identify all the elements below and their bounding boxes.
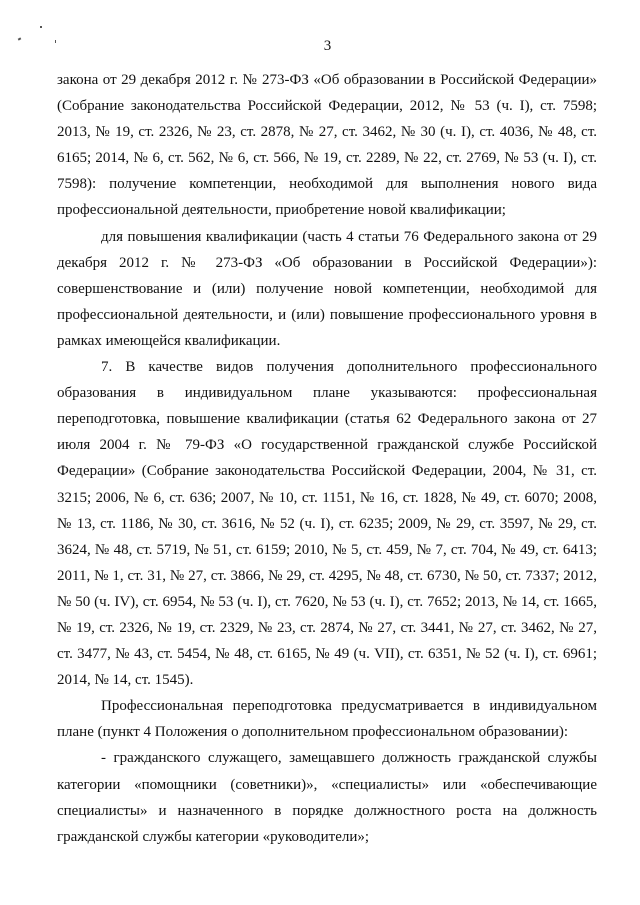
document-body <box>57 67 597 850</box>
scan-artifact-mark <box>40 26 42 28</box>
paragraph-qualification-upgrade: для повышения квалификации (часть 4 статьи 76 Федерального закона от 29 декабря 2012 г. № 273-ФЗ «Об образовании в Российской Федерации»): совершенствование и (или) получение новой компетенции, необходимой для профессиональной деятельности, и (или) повышение профессионального уровня в рамках имеющейся квалификации. <box>57 228 597 349</box>
paragraph-item-7: 7. В качестве видов получения дополнительного профессионального образования в индивидуальном плане указываются: профессиональная переподготовка, повышение квалификации (статья 62 Федерального закона от 27 июля 2004 г. № 79-ФЗ «О государственной гражданской службе Российской Федерации» (Собрание законодательства Российской Федерации, 2004, № 31, ст. 3215; 2006, № 6, ст. 636; 2007, № 10, ст. 1151, № 16, ст. 1828, № 49, ст. 6070; 2008, № 13, ст. 1186, № 30, ст. 3616, № 52 (ч. I), ст. 6235; 2009, № 29, ст. 3597, № 29, ст. 3624, № 48, ст. 5719, № 51, ст. 6159; 2010, № 5, ст. 459, № 7, ст. 704, № 49, ст. 6413; 2011, № 1, ст. 31, № 27, ст. 3866, № 29, ст. 4295, № 48, ст. 6730, № 50, ст. 7337; 2012, № 50 (ч. IV), ст. 6954, № 53 (ч. I), ст. 7620, № 53 (ч. I), ст. 7652; 2013, № 14, ст. 1665, № 19, ст. 2326, № 19, ст. 2329, № 23, ст. 2874, № 27, ст. 3441, № 27, ст. 3462, № 27, ст. 3477, № 43, ст. 5454, № 48, ст. 6165, № 49 (ч. VII), ст. 6351, № 52 (ч. I), ст. 6961; 2014, № 14, ст. 1545). <box>57 359 597 689</box>
paragraph-continuation: закона от 29 декабря 2012 г. № 273-ФЗ «Об образовании в Российской Федерации» (Собрание законодательства Российской Федерации, 2012, № 53 (ч. I), ст. 7598; 2013, № 19, ст. 2326, № 23, ст. 2878, № 27, ст. 3462, № 30 (ч. I), ст. 4036, № 48, ст. 6165; 2014, № 6, ст. 562, № 6, ст. 566, № 19, ст. 2289, № 22, ст. 2769, № 53 (ч. I), ст. 7598): получение компетенции, необходимой для выполнения нового вида профессиональной деятельности, приобретение новой квалификации; <box>57 72 597 219</box>
paragraph-retraining: Профессиональная переподготовка предусматривается в индивидуальном плане (пункт 4 Положения о дополнительном профессиональном образовании): <box>57 698 597 741</box>
page-number: 3 <box>323 38 332 54</box>
paragraph-civil-servant-list-item: - гражданского служащего, замещавшего должность гражданской службы категории «помощники (советники)», «специалисты» или «обеспечивающие специалисты» и назначенного в порядке должностного роста на должность гражданской службы категории «руководители»; <box>57 750 597 845</box>
